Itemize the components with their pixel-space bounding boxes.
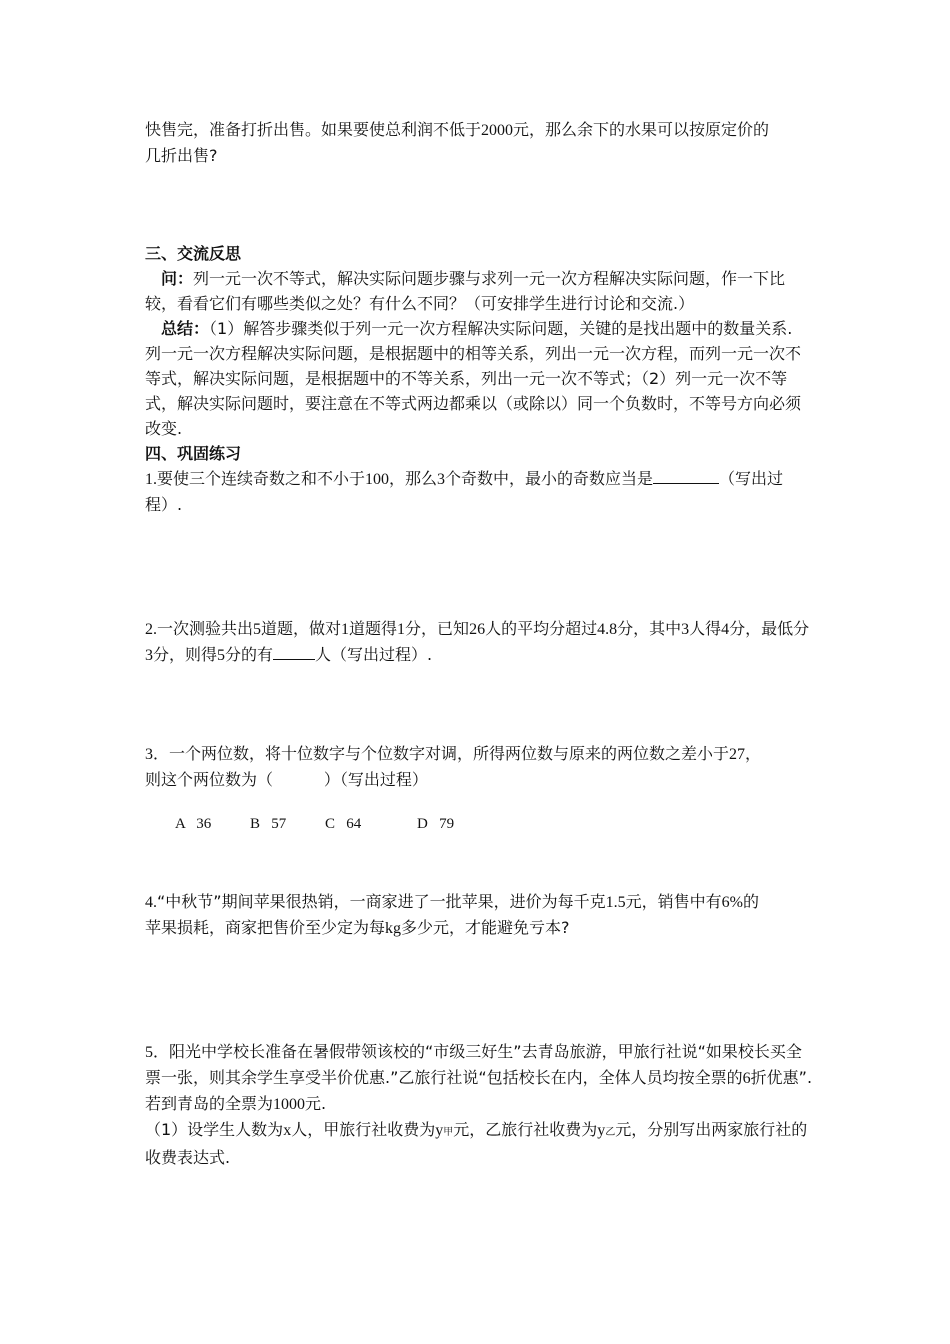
problem-text: 多少元，才能避免亏本?	[401, 918, 570, 937]
problem-text: 分，最低分	[729, 619, 810, 638]
problem-text: 分，则得	[153, 645, 218, 664]
problem-text: 分的有	[225, 645, 274, 664]
variable-x: x	[283, 1122, 292, 1139]
option-b[interactable]: B 57	[250, 816, 287, 832]
variable-y: y	[597, 1122, 606, 1139]
problem-value: 1000	[273, 1096, 306, 1113]
problem-text: 阳光中学校长准备在暑假带领该校的“市级三好生”去青岛旅游，甲旅行社说“如果校长买全票一张，则其余学生享受半价优惠.”乙旅行社说“包括校长在内，全体人员均按全票的	[145, 1042, 802, 1087]
problem-text: 个奇数中，最小的奇数应当是	[445, 469, 654, 488]
problem-value: 5	[217, 647, 226, 664]
problem-value: 1	[341, 621, 350, 638]
section3-heading: 三、交流反思	[145, 244, 242, 263]
intro-number: 2000	[481, 122, 514, 139]
problem-5	[145, 1039, 813, 1170]
summary-label: 总结：	[161, 319, 210, 338]
problem-text: 折优惠”. 若到青岛的全票为	[145, 1068, 813, 1113]
variable-y: y	[435, 1122, 444, 1139]
problem-number: 2.	[145, 621, 157, 638]
summary-text: （1）解答步骤类似于列一元一次方程解决实际问题，关键的是找出题中的数量关系. 列一元一次方程解决实际问题，是根据题中的相等关系，列出一元一次方程，而列一元一次不等式，解决实际问题，是根据题中的不等关系，列出一元一次不等式；（2）列一元一次不等式，解决实际问题时，要注意在不等式两边都乘以（或除以）同一个负数时，不等号方向必须改变.	[145, 319, 802, 438]
problem-text: 要使三个连续奇数之和不小于	[157, 469, 366, 488]
intro-paragraph	[145, 117, 813, 168]
subscript: 乙	[605, 1127, 616, 1138]
problem-value: 26	[469, 621, 486, 638]
question-text: 列一元一次不等式，解决实际问题步骤与求列一元一次方程解决实际问题，作一下比较，看看它们有哪些类似之处？有什么不同？（可安排学生进行讨论和交流.）	[145, 269, 786, 313]
problem-value: 27	[729, 746, 746, 763]
question-label: 问：	[161, 269, 194, 288]
problem-3	[145, 741, 813, 792]
problem-text: 道题，做对	[261, 619, 342, 638]
problem-text: 一次测验共出	[157, 619, 254, 638]
problem-text: 道题得	[349, 619, 398, 638]
subquestion-text: 元，分别写出两家旅行社的收费表达式.	[145, 1120, 808, 1167]
problem-value: 4	[721, 621, 730, 638]
intro-text-3: 几折出售?	[145, 146, 218, 165]
subquestion-text: （1）设学生人数为	[145, 1120, 284, 1139]
problem-number: 5．	[145, 1044, 170, 1061]
answer-blank[interactable]	[653, 468, 719, 484]
subscript: 甲	[443, 1127, 454, 1138]
subquestion-text: 人，甲旅行社收费为	[291, 1120, 436, 1139]
problem-text: 元.	[305, 1094, 327, 1113]
problem-4	[145, 889, 813, 941]
problem-value: 5	[253, 621, 262, 638]
problem-value: 6	[742, 1070, 751, 1087]
section4-heading: 四、巩固练习	[145, 444, 242, 463]
problem-number: 4.	[145, 894, 157, 911]
intro-text-2: 元，那么余下的水果可以按原定价的	[513, 120, 770, 139]
problem-value: 1	[397, 621, 406, 638]
problem-value: 3	[681, 621, 690, 638]
answer-blank[interactable]	[273, 644, 315, 660]
problem-value: 100	[365, 471, 390, 488]
intro-text: 快售完，准备打折出售。如果要使总利润不低于	[145, 120, 482, 139]
problem-text: 的	[742, 892, 759, 911]
section3-summary	[145, 316, 813, 441]
problem-2	[145, 616, 813, 668]
problem-3-options	[160, 791, 454, 857]
problem-value: 4.8	[597, 621, 618, 638]
subquestion-text: 元，乙旅行社收费为	[453, 1120, 598, 1139]
problem-1	[145, 466, 813, 517]
problem-text: 一个两位数，将十位数字与个位数字对调，所得两位数与原来的两位数之差小于	[169, 744, 730, 763]
problem-text: 元，销售中有	[625, 892, 722, 911]
option-a[interactable]: A 36	[175, 816, 212, 832]
problem-value: 3	[437, 471, 446, 488]
problem-number: 3．	[145, 746, 170, 763]
problem-value: 6%	[721, 894, 743, 911]
option-d[interactable]: D 79	[417, 816, 455, 832]
problem-text: “中秋节”期间苹果很热销，一商家进了一批苹果，进价为每千克	[157, 892, 606, 911]
problem-text: 人的平均分超过	[485, 619, 598, 638]
problem-text: 则这个两位数为（ ）（写出过程）	[145, 770, 428, 789]
problem-value: 1.5	[605, 894, 626, 911]
problem-text: 人（写出过程）.	[315, 645, 433, 664]
problem-text: 人得	[689, 619, 722, 638]
problem-value: 3	[145, 647, 153, 664]
problem-text: ，	[745, 744, 762, 763]
section3-question	[145, 266, 813, 316]
problem-value: kg	[385, 920, 402, 937]
problem-text: 苹果损耗，商家把售价至少定为每	[145, 918, 386, 937]
problem-text: 分，其中	[617, 619, 682, 638]
problem-text: （写出过程）.	[145, 469, 784, 514]
problem-number: 1.	[145, 471, 157, 488]
problem-text: 分，已知	[405, 619, 470, 638]
problem-text: ，那么	[389, 469, 438, 488]
option-c[interactable]: C 64	[325, 816, 362, 832]
